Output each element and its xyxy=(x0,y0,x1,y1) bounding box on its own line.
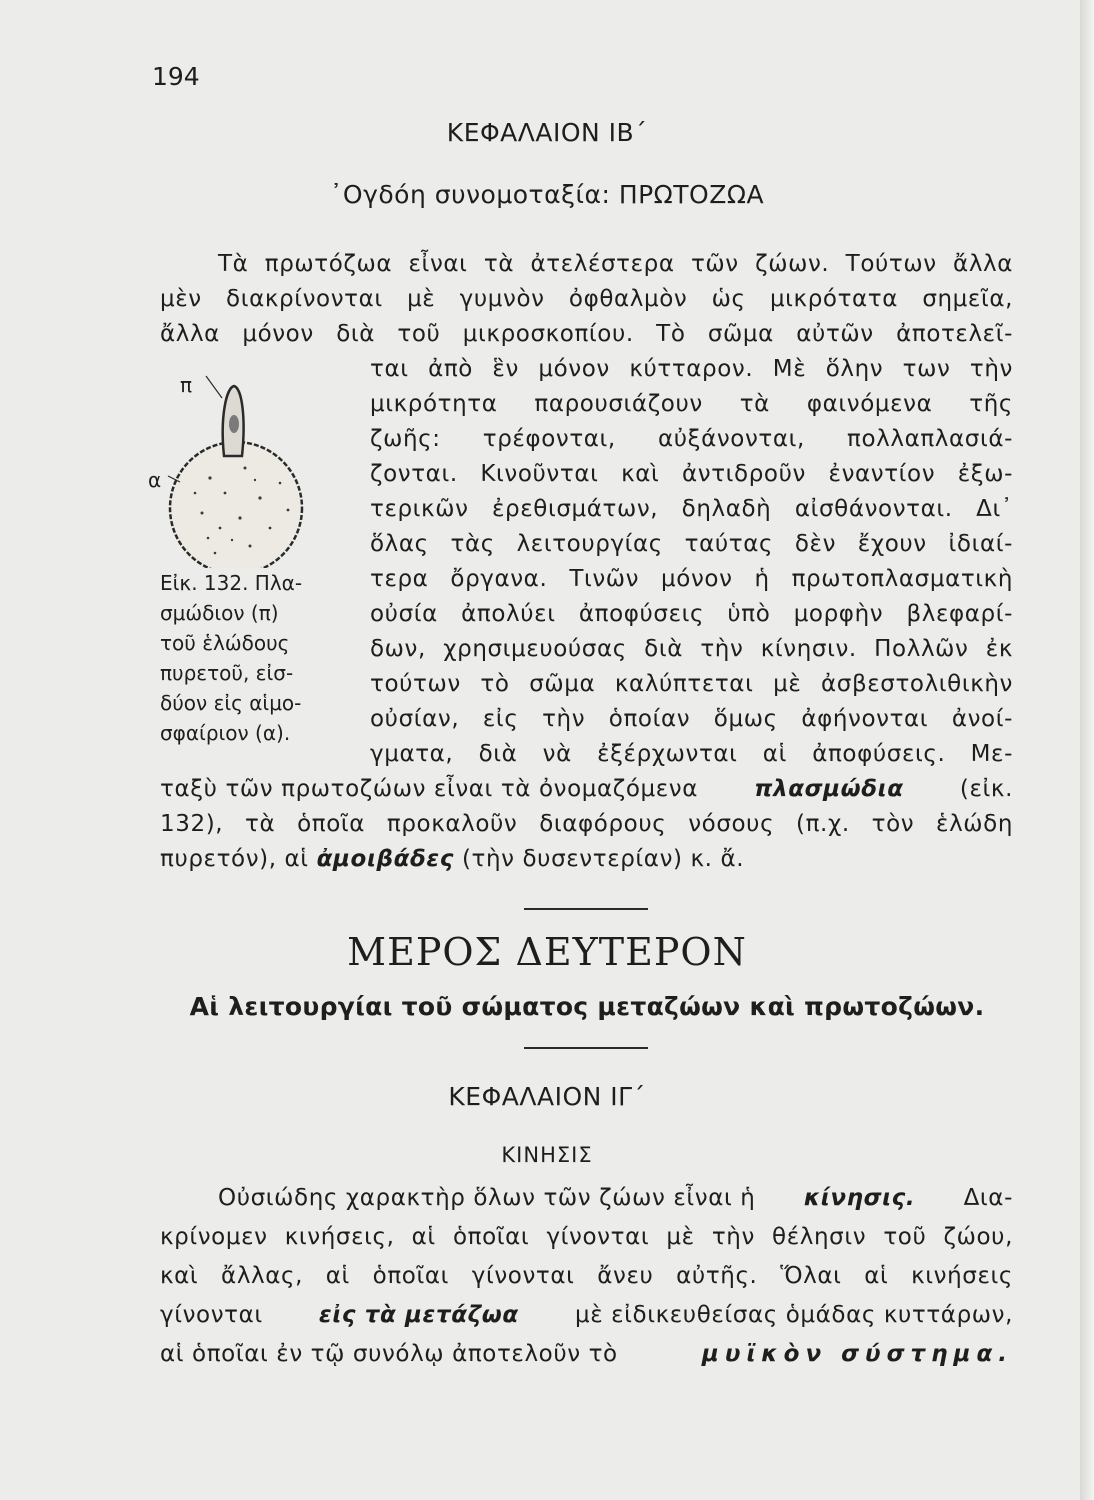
term-plasmodia: πλασμώδια xyxy=(754,776,904,802)
paragraph-line: ὅλας τὰς λειτουργίας ταύτας δὲν ἔχουν ἰδιαί- xyxy=(370,531,1013,557)
text-run: μὲ εἰδικευθείσας ὁμάδας κυττάρων, xyxy=(574,1302,1013,1328)
page-number: 194 xyxy=(152,62,200,91)
text-run: (εἰκ. xyxy=(959,776,1013,802)
figure-caption-line: δύον εἰς αἱμο- xyxy=(160,691,302,715)
figure-caption-line: Εἰκ. 132. Πλα- xyxy=(160,571,303,595)
paragraph-line: ται ἀπὸ ἓν μόνον κύτταρον. Μὲ ὅλην των τὴν xyxy=(370,356,1013,382)
paragraph-line: ζονται. Κινοῦνται καὶ ἀντιδροῦν ἐναντίον ἐξω- xyxy=(370,461,1013,487)
paragraph-line: τερικῶν ἐρεθισμάτων, δηλαδὴ αἰσθάνονται. Δι᾿ xyxy=(370,496,1013,522)
paragraph-line: δων, χρησιμευούσας διὰ τὴν κίνησιν. Πολλῶν ἐκ xyxy=(370,636,1013,662)
section-divider xyxy=(524,1047,648,1049)
term-metazoa: εἰς τὰ μετάζωα xyxy=(318,1302,519,1328)
paragraph-line: Τὰ πρωτόζωα εἶναι τὰ ἀτελέστερα τῶν ζώων. Τούτων ἄλλα xyxy=(218,251,1013,277)
paragraph-line: ἄλλα μόνον διὰ τοῦ μικροσκοπίου. Τὸ σῶμα αὐτῶν ἀποτελεῖ- xyxy=(160,321,1013,347)
paragraph-line xyxy=(160,841,744,877)
paragraph-line xyxy=(160,771,1013,807)
text-run: (τὴν δυσεντερίαν) κ. ἄ. xyxy=(461,846,745,872)
text-run: Δια- xyxy=(963,1185,1013,1211)
paragraph-line: 132), τὰ ὁποῖα προκαλοῦν διαφόρους νόσους (π.χ. τὸν ἑλώδη xyxy=(160,811,1013,837)
figure-caption-line: σφαίριον (α). xyxy=(160,721,291,745)
section-title: ΚΙΝΗΣΙΣ xyxy=(501,1143,593,1167)
text-run: ταξὺ τῶν πρωτοζώων εἶναι τὰ ὀνομαζόμενα xyxy=(160,776,699,802)
term-amoeba: ἀμοιβάδες xyxy=(316,846,455,872)
figure-caption-line: σμώδιον (π) xyxy=(160,601,279,625)
page-edge xyxy=(1080,0,1094,1500)
paragraph-line: μὲν διακρίνονται μὲ γυμνὸν ὀφθαλμὸν ὡς μικρότατα σημεῖα, xyxy=(160,286,1013,312)
paragraph-line: μικρότητα παρουσιάζουν τὰ φαινόμενα τῆς xyxy=(370,391,1013,417)
section-divider xyxy=(524,908,648,910)
figure-caption-line: πυρετοῦ, εἰσ- xyxy=(160,661,294,685)
paragraph-line: τερα ὄργανα. Τινῶν μόνον ἡ πρωτοπλασματικὴ xyxy=(370,566,1013,592)
term-kinesis: κίνησις. xyxy=(803,1185,916,1211)
order-title: ᾿Ογδόη συνομοταξία: ΠΡΩΤΟΖΩΑ xyxy=(329,180,765,209)
paragraph-line: τούτων τὸ σῶμα καλύπτεται μὲ ἀσβεστολιθικὴν xyxy=(370,671,1013,697)
part-title: ΜΕΡΟΣ ΔΕΥΤΕΡΟΝ xyxy=(347,930,747,974)
part-subtitle: Αἱ λειτουργίαι τοῦ σώματος μεταζώων καὶ πρωτοζώων. xyxy=(189,992,985,1021)
chapter-title: ΚΕΦΑΛΑΙΟΝ ΙΓ΄ xyxy=(448,1082,646,1111)
text-run: αἱ ὁποῖαι ἐν τῷ συνόλῳ ἀποτελοῦν τὸ xyxy=(160,1341,618,1367)
paragraph-line: γματα, διὰ νὰ ἐξέρχωνται αἱ ἀποφύσεις. Με- xyxy=(370,741,1013,767)
text-run: πυρετόν), αἱ xyxy=(160,846,309,872)
text-run: γίνονται xyxy=(160,1302,263,1328)
paragraph-line xyxy=(160,1297,1013,1333)
paragraph-line xyxy=(160,1336,1013,1372)
paragraph-line: καὶ ἄλλας, αἱ ὁποῖαι γίνονται ἄνευ αὐτῆς. Ὅλαι αἱ κινήσεις xyxy=(160,1263,1013,1289)
term-muscular-system: μυϊκὸν σύστημα. xyxy=(701,1341,1013,1367)
figure-label-pi: π xyxy=(180,373,193,397)
chapter-title: ΚΕΦΑΛΑΙΟΝ ΙΒ΄ xyxy=(446,118,648,147)
paragraph-line: κρίνομεν κινήσεις, αἱ ὁποῖαι γίνονται μὲ τὴν θέλησιν τοῦ ζώου, xyxy=(160,1224,1013,1250)
figure-label-alpha: α xyxy=(148,468,162,492)
paragraph-line: οὐσία ἀπολύει ἀποφύσεις ὑπὸ μορφὴν βλεφαρί- xyxy=(370,601,1013,627)
paragraph-line xyxy=(218,1180,1013,1216)
figure-caption-line: τοῦ ἑλώδους xyxy=(160,631,290,655)
text-run: Οὐσιώδης χαρακτὴρ ὅλων τῶν ζώων εἶναι ἡ xyxy=(218,1185,756,1211)
paragraph-line: ζωῆς: τρέφονται, αὐξάνονται, πολλαπλασιά- xyxy=(370,426,1013,452)
paragraph-line: οὐσίαν, εἰς τὴν ὁποίαν ὅμως ἀφήνονται ἀνοί- xyxy=(370,706,1013,732)
